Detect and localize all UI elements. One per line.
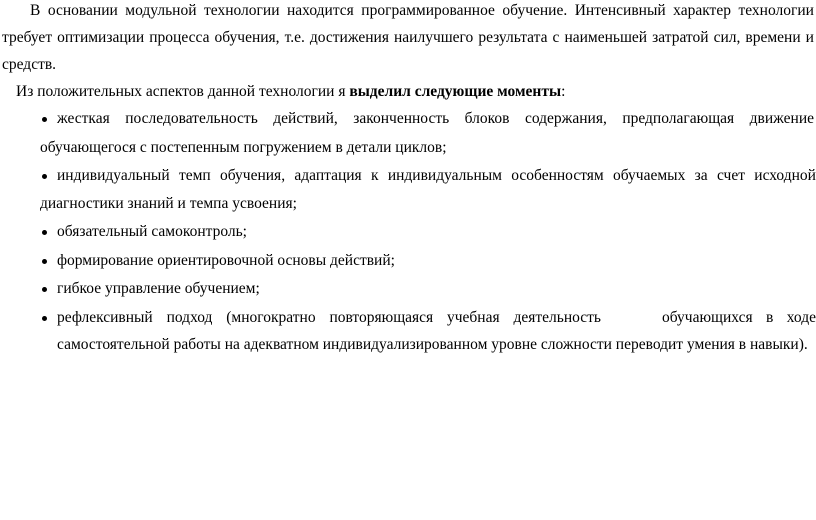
paragraph-1-word: находится bbox=[287, 2, 354, 19]
paragraph-1-word: процесса bbox=[149, 29, 210, 46]
paragraph-1-word: и bbox=[805, 29, 814, 46]
paragraph-1-word: требует bbox=[2, 29, 53, 46]
bullet-2-word: исходной bbox=[754, 167, 816, 184]
bullet-6-word: рефлексивный bbox=[57, 309, 153, 326]
bullet-1-word: законченность bbox=[353, 110, 450, 127]
paragraph-1-word: Интенсивный bbox=[574, 2, 666, 19]
bullet-2-word: особенностям bbox=[511, 167, 604, 184]
bullet-2-word: за bbox=[694, 167, 708, 184]
bullet-1-word: последовательность bbox=[125, 110, 258, 127]
paragraph-1-line-2 bbox=[2, 28, 814, 48]
bullet-1-line-1 bbox=[57, 109, 814, 129]
bullet-2-line-1 bbox=[57, 166, 816, 186]
paragraph-1-word: результата bbox=[478, 29, 548, 46]
paragraph-2 bbox=[16, 82, 565, 102]
bullet-2-line-2: диагностики знаний и темпа усвоения; bbox=[40, 195, 297, 212]
bullet-2-word: обучения, bbox=[220, 167, 286, 184]
paragraph-1-word: технологии bbox=[204, 2, 280, 19]
bullet-1-word: жесткая bbox=[57, 110, 110, 127]
bullet-dot-icon bbox=[40, 314, 49, 323]
paragraph-1-word: наименьшей bbox=[564, 29, 648, 46]
paragraph-1-word: оптимизации bbox=[57, 29, 145, 46]
paragraph-1-word: с bbox=[552, 29, 560, 46]
paragraph-1-line-1 bbox=[30, 1, 814, 21]
bullet-2-word: темп bbox=[178, 167, 211, 184]
bullet-6-word: в bbox=[766, 309, 774, 326]
bullet-2-word: обучаемых bbox=[613, 167, 686, 184]
bullet-6-line-1-left bbox=[57, 308, 601, 328]
paragraph-1-word: сил, bbox=[713, 29, 741, 46]
bullet-dot-icon bbox=[40, 285, 49, 294]
paragraph-2-colon: : bbox=[561, 83, 566, 100]
bullet-2-word: к bbox=[370, 167, 379, 184]
paragraph-1-word: модульной bbox=[125, 2, 197, 19]
paragraph-1-word: т.е. bbox=[284, 29, 305, 46]
bullet-1-word: движение bbox=[749, 110, 814, 127]
bullet-2-word: счет bbox=[716, 167, 745, 184]
bullet-5-line-1: гибкое управление обучением; bbox=[57, 280, 260, 297]
bullet-1-word: содержания, bbox=[524, 110, 607, 127]
paragraph-1-word: наилучшего bbox=[393, 29, 474, 46]
paragraph-1-line-3: средств. bbox=[2, 56, 57, 73]
paragraph-1-word: программированное bbox=[361, 2, 495, 19]
bullet-1-word: блоков bbox=[464, 110, 510, 127]
bullet-2-word: адаптация bbox=[294, 167, 362, 184]
bullet-4-line-1: формирование ориентировочной основы действий; bbox=[57, 252, 395, 269]
bullet-6-word: ходе bbox=[786, 309, 816, 326]
paragraph-1-word: основании bbox=[47, 2, 118, 19]
bullet-6-word: (многократно bbox=[226, 309, 316, 326]
bullet-dot-icon bbox=[40, 257, 49, 266]
paragraph-1-word: затратой bbox=[652, 29, 709, 46]
paragraph-1-word: обучение. bbox=[502, 2, 568, 19]
bullet-6-word: подход bbox=[166, 309, 213, 326]
bullet-1-word: действий, bbox=[273, 110, 338, 127]
bullet-2-word: индивидуальным bbox=[387, 167, 502, 184]
bullet-6-word: обучающихся bbox=[662, 309, 753, 326]
paragraph-2-text: Из положительных аспектов данной технологии я bbox=[16, 83, 350, 100]
bullet-dot-icon bbox=[40, 228, 49, 237]
bullet-1-word: предполагающая bbox=[622, 110, 735, 127]
bullet-3-line-1: обязательный самоконтроль; bbox=[57, 223, 247, 240]
paragraph-2-bold: выделил следующие моменты bbox=[349, 83, 562, 100]
bullet-6-word: повторяющаяся bbox=[329, 309, 434, 326]
bullet-dot-icon bbox=[40, 115, 49, 124]
bullet-1-line-2: обучающегося с постепенным погружением в детали циклов; bbox=[40, 139, 447, 156]
bullet-dot-icon bbox=[40, 172, 49, 181]
bullet-6-word: учебная bbox=[447, 309, 500, 326]
paragraph-1-word: времени bbox=[745, 29, 801, 46]
bullet-2-word: индивидуальный bbox=[57, 167, 170, 184]
paragraph-1-word: характер bbox=[673, 2, 731, 19]
bullet-6-line-2: самостоятельной работы на адекватном индивидуализированном уровне сложности переводит умения в навыки). bbox=[57, 336, 808, 353]
bullet-6-word: деятельность bbox=[513, 309, 601, 326]
paragraph-1-word: В bbox=[30, 2, 41, 19]
paragraph-1-word: обучения, bbox=[214, 29, 280, 46]
bullet-6-line-1-right bbox=[662, 308, 816, 328]
paragraph-1-word: достижения bbox=[309, 29, 389, 46]
paragraph-1-word: технологии bbox=[738, 2, 814, 19]
